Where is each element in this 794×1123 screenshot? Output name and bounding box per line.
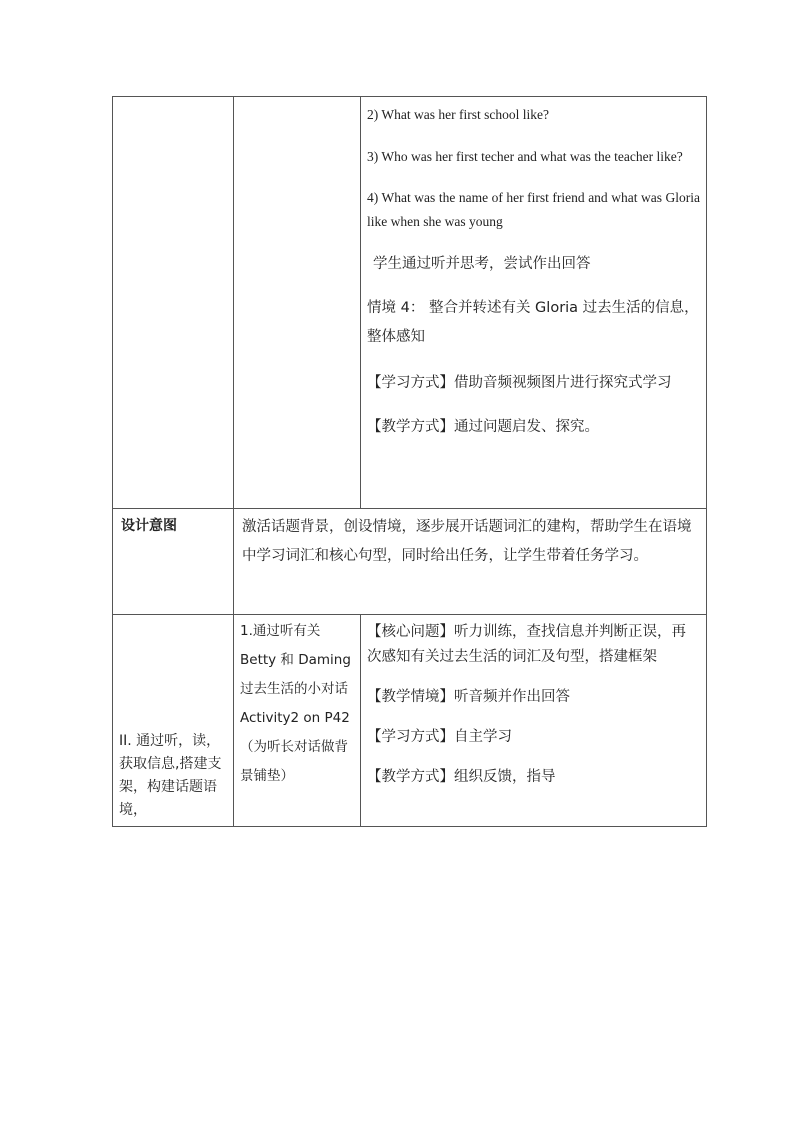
- stage-description: II. 通过听，读，获取信息,搭建支架，构建话题语境，: [119, 733, 222, 818]
- learning-mode: 【学习方式】借助音频视频图片进行探究式学习: [367, 375, 672, 391]
- teaching-scenario: 【教学情境】听音频并作出回答: [367, 689, 570, 705]
- activity-description: 1.通过听有关 Betty 和 Daming 过去生活的小对话 Activity2 on P42（为听长对话做背景铺垫）: [240, 623, 351, 784]
- table-cell-activity: [234, 615, 361, 827]
- table-cell-methods: [361, 615, 707, 827]
- table-row: [113, 615, 707, 827]
- table-cell-empty: [234, 97, 361, 509]
- table-cell-empty: [113, 97, 234, 509]
- design-intent-label: 设计意图: [121, 518, 177, 534]
- core-question: 【核心问题】听力训练，查找信息并判断正误，再次感知有关过去生活的词汇及句型，搭建框架: [367, 624, 686, 665]
- teaching-mode: 【教学方式】通过问题启发、探究。: [367, 419, 599, 435]
- design-intent-content: 激活话题背景，创设情境，逐步展开话题词汇的建构，帮助学生在语境中学习词汇和核心句型，同时给出任务，让学生带着任务学习。: [242, 519, 692, 564]
- lesson-plan-table: [112, 96, 707, 827]
- table-row: [113, 97, 707, 509]
- table-row: [113, 509, 707, 615]
- question-2: 2) What was her first school like?: [367, 107, 549, 122]
- question-3: 3) Who was her first techer and what was the teacher like?: [367, 149, 683, 164]
- table-cell-intent: [234, 509, 707, 615]
- table-cell-stage: [113, 615, 234, 827]
- student-action: 学生通过听并思考，尝试作出回答: [373, 256, 591, 272]
- question-4: 4) What was the name of her first friend and what was Gloria like when she was young: [367, 190, 700, 229]
- table-cell-label: [113, 509, 234, 615]
- table-cell-activities: [361, 97, 707, 509]
- scenario-4: 情境 4： 整合并转述有关 Gloria 过去生活的信息，整体感知: [367, 300, 699, 345]
- learning-mode: 【学习方式】自主学习: [367, 729, 512, 745]
- teaching-mode: 【教学方式】组织反馈，指导: [367, 769, 556, 785]
